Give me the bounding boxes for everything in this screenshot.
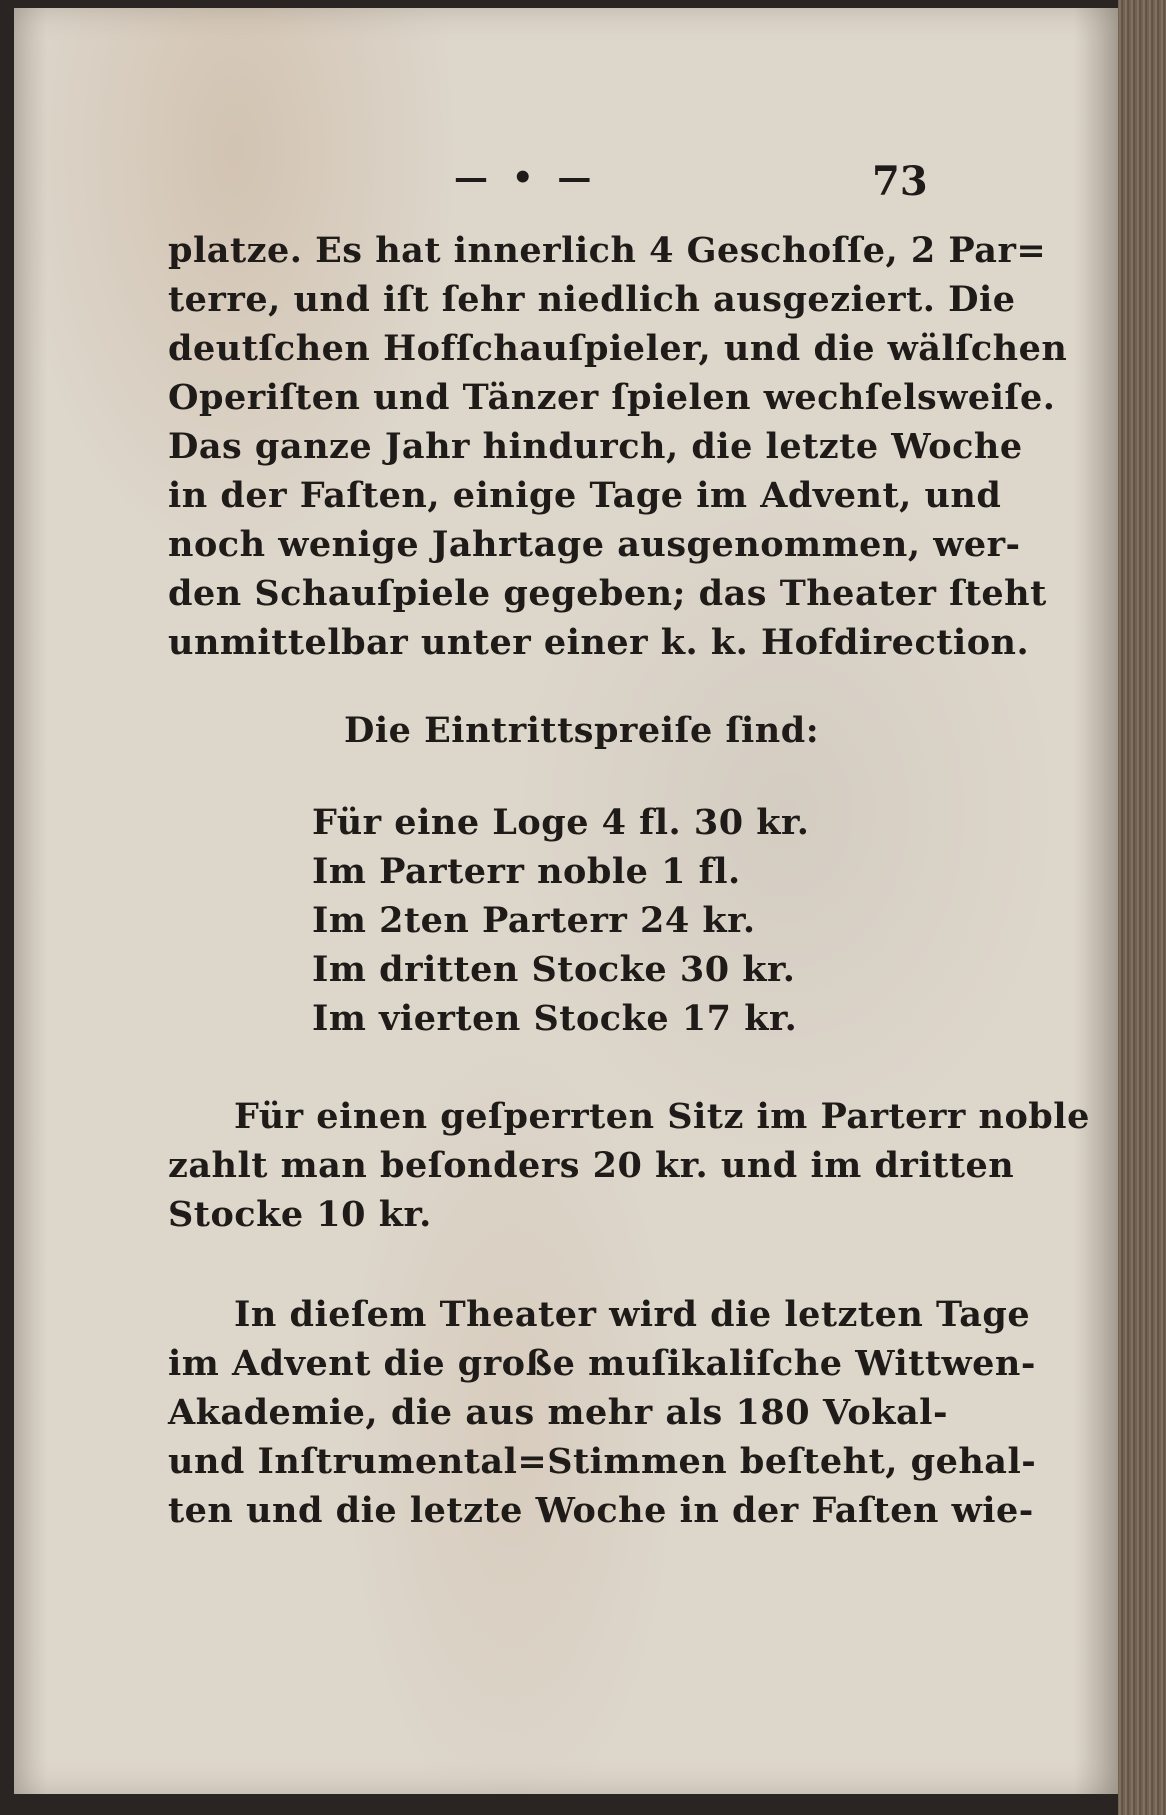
price-line: Im vierten Stocke 17 kr. <box>312 998 798 1039</box>
price-line: Im 2ten Parterr 24 kr. <box>312 900 756 941</box>
text-line: In dieſem Theater wird die letzten Tage <box>234 1294 1031 1335</box>
prices-heading: Die Eintrittspreiſe ſind: <box>344 710 820 751</box>
text-line: terre, und iſt ſehr niedlich ausgeziert. Die <box>168 279 1016 320</box>
text-line: ten und die letzte Woche in der Faſten wie- <box>168 1490 1034 1531</box>
price-line: Für eine Loge 4 fl. 30 kr. <box>312 802 810 843</box>
text-line: in der Faſten, einige Tage im Advent, und <box>168 475 1002 516</box>
text-line: Das ganze Jahr hindurch, die letzte Woche <box>168 426 1023 467</box>
text-line: und Inſtrumental=Stimmen beſteht, gehal- <box>168 1441 1037 1482</box>
text-line: noch wenige Jahrtage ausgenommen, wer- <box>168 524 1021 565</box>
price-line: Im Parterr noble 1 fl. <box>312 851 741 892</box>
text-line: Akademie, die aus mehr als 180 Vokal- <box>168 1392 948 1433</box>
header-ornament: — • — <box>454 158 598 198</box>
text-line: Für einen geſperrten Sitz im Parterr noble <box>234 1096 1090 1137</box>
text-line: platze. Es hat innerlich 4 Geschoſſe, 2 Par= <box>168 230 1047 271</box>
text-line: den Schauſpiele gegeben; das Theater ſteht <box>168 573 1047 614</box>
text-line: Operiſten und Tänzer ſpielen wechſelsweiſe. <box>168 377 1056 418</box>
text-line: zahlt man beſonders 20 kr. und im dritten <box>168 1145 1015 1186</box>
text-line: im Advent die große muſikaliſche Wittwen- <box>168 1343 1036 1384</box>
book-fore-edge <box>1118 0 1166 1815</box>
text-line: deutſchen Hofſchauſpieler, und die wälſchen <box>168 328 1068 369</box>
page <box>14 8 1118 1794</box>
page-number: 73 <box>872 158 928 205</box>
text-line: Stocke 10 kr. <box>168 1194 432 1235</box>
text-line: unmittelbar unter einer k. k. Hofdirection. <box>168 622 1030 663</box>
price-line: Im dritten Stocke 30 kr. <box>312 949 796 990</box>
